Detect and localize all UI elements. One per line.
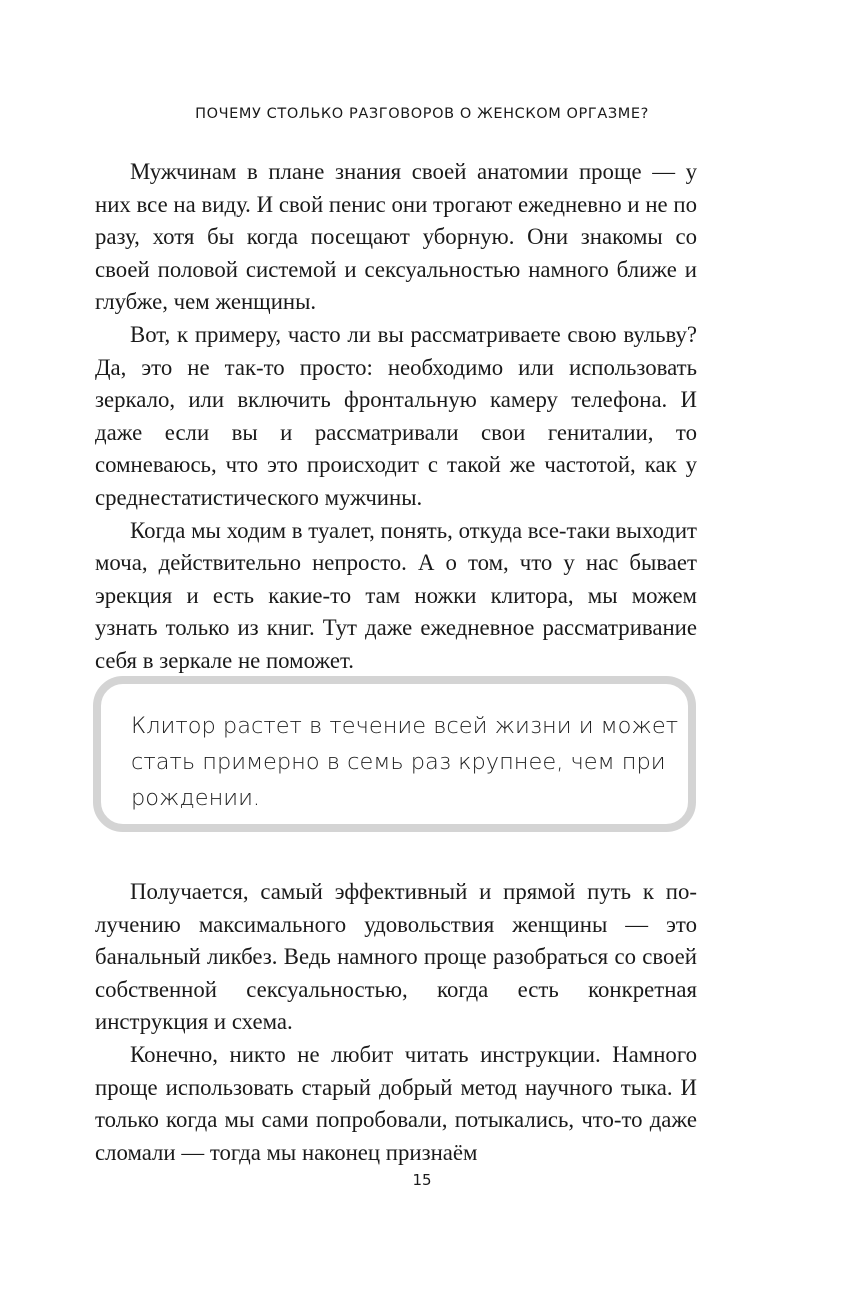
callout-box <box>93 676 696 832</box>
callout-text: Клитор растет в течение всей жизни и может стать примерно в семь раз крупнее, чем при рождении. <box>131 713 679 811</box>
paragraph: Получается, самый эффективный и прямой путь к получению максимального удовольствия женщины — это банальный ликбез. Ведь намного проще разобраться со своей собственной сексуальностью, когда есть конкретная инструкция и схема. <box>95 879 697 1035</box>
paragraph: Когда мы ходим в туалет, понять, откуда все-таки выходит моча, действительно непросто. А о том, что у нас бывает эрекция и есть какие-то там ножки клитора, мы можем узнать только из книг. Тут даже ежедневное рассматривание себя в зеркале не поможет. <box>95 517 697 673</box>
paragraph: Вот, к примеру, часто ли вы рассматриваете свою вульву? Да, это не так-то просто: необходимо или использовать зеркало, или включить фронтальную камеру телефона. И даже если вы и рассматривали свои гениталии, то сомневаюсь, что это происходит с такой же частотой, как у среднестатистического мужчины. <box>95 321 697 510</box>
body-text-top <box>95 156 697 678</box>
paragraph: Мужчинам в плане знания своей анатомии проще — у них все на виду. И свой пенис они трогают ежедневно и не по разу, хотя бы когда посещают уборную. Они знакомы со своей половой системой и сексуальностью намного ближе и глубже, чем женщины. <box>95 159 697 315</box>
paragraph: Конечно, никто не любит читать инструкции. Намного проще использовать старый добрый метод научного тыка. И только когда мы сами попробовали, потыкались, что-то даже сломали — тогда мы наконец признаём <box>95 1041 697 1165</box>
page-number: 15 <box>412 1171 432 1189</box>
body-text-bottom <box>95 876 697 1169</box>
running-head: ПОЧЕМУ СТОЛЬКО РАЗГОВОРОВ О ЖЕНСКОМ ОРГАЗМЕ? <box>195 106 649 122</box>
